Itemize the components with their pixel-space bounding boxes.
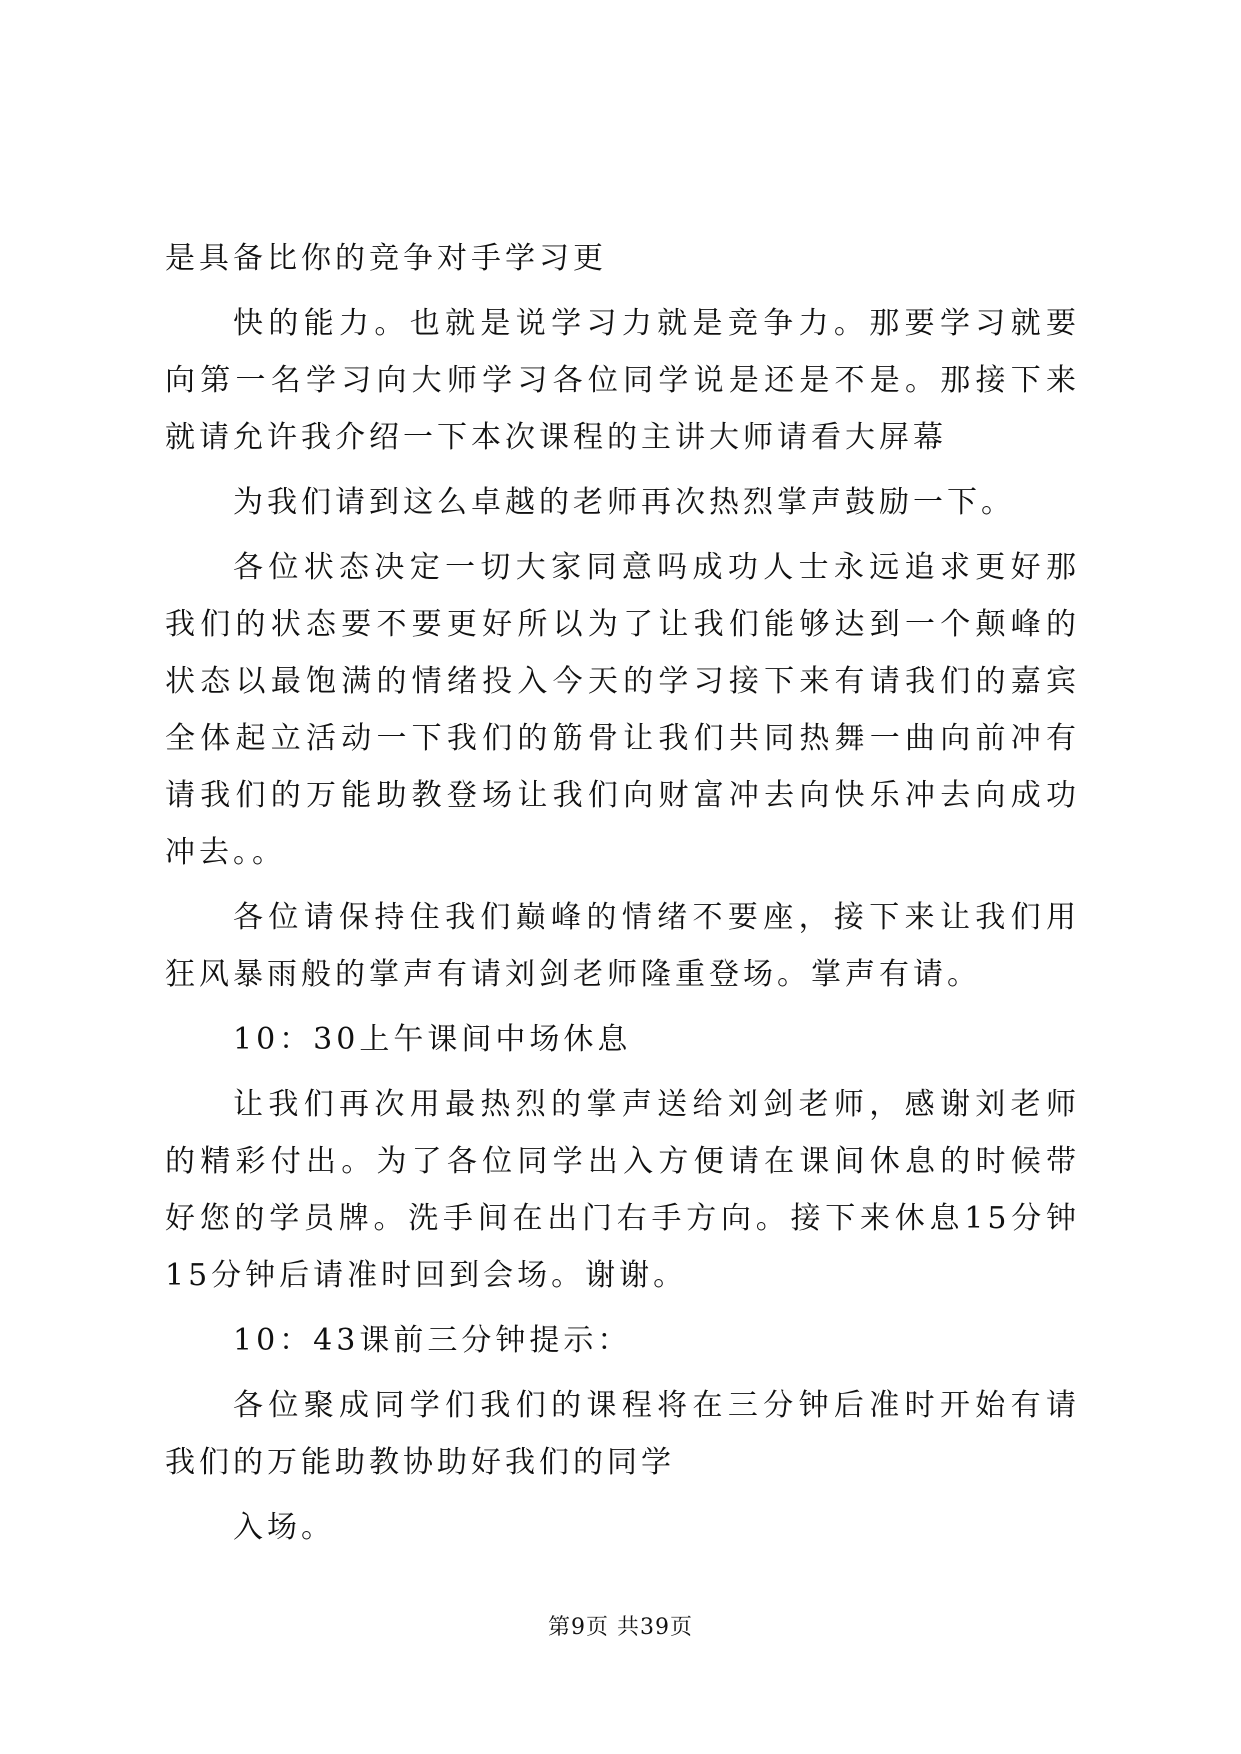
paragraph-10: 入场。 bbox=[233, 1510, 335, 1545]
paragraph-6: 10：30上午课间中场休息 bbox=[233, 1022, 632, 1057]
paragraph-5: 各位请保持住我们巅峰的情绪不要座，接下来让我们用狂风暴雨般的掌声有请刘剑老师隆重登场。掌声有请。 bbox=[165, 900, 1080, 992]
paragraph-3: 为我们请到这么卓越的老师再次热烈掌声鼓励一下。 bbox=[233, 485, 1015, 520]
paragraph-9: 各位聚成同学们我们的课程将在三分钟后准时开始有请我们的万能助教协助好我们的同学 bbox=[165, 1388, 1080, 1480]
paragraph-4: 各位状态决定一切大家同意吗成功人士永远追求更好那我们的状态要不要更好所以为了让我们能够达到一个颠峰的状态以最饱满的情绪投入今天的学习接下来有请我们的嘉宾全体起立活动一下我们的筋骨让我们共同热舞一曲向前冲有请我们的万能助教登场让我们向财富冲去向快乐冲去向成功冲去。。 bbox=[165, 550, 1080, 870]
paragraph-7: 让我们再次用最热烈的掌声送给刘剑老师，感谢刘老师的精彩付出。为了各位同学出入方便请在课间休息的时候带好您的学员牌。洗手间在出门右手方向。接下来休息15分钟15分钟后请准时回到会场。谢谢。 bbox=[165, 1087, 1080, 1293]
paragraph-1: 是具备比你的竞争对手学习更 bbox=[165, 241, 607, 276]
document-body bbox=[165, 230, 1080, 1564]
page-number-footer: 第9页 共39页 bbox=[548, 1615, 693, 1640]
paragraph-2: 快的能力。也就是说学习力就是竞争力。那要学习就要向第一名学习向大师学习各位同学说是还是不是。那接下来就请允许我介绍一下本次课程的主讲大师请看大屏幕 bbox=[165, 306, 1080, 455]
paragraph-8: 10：43课前三分钟提示： bbox=[233, 1323, 632, 1358]
